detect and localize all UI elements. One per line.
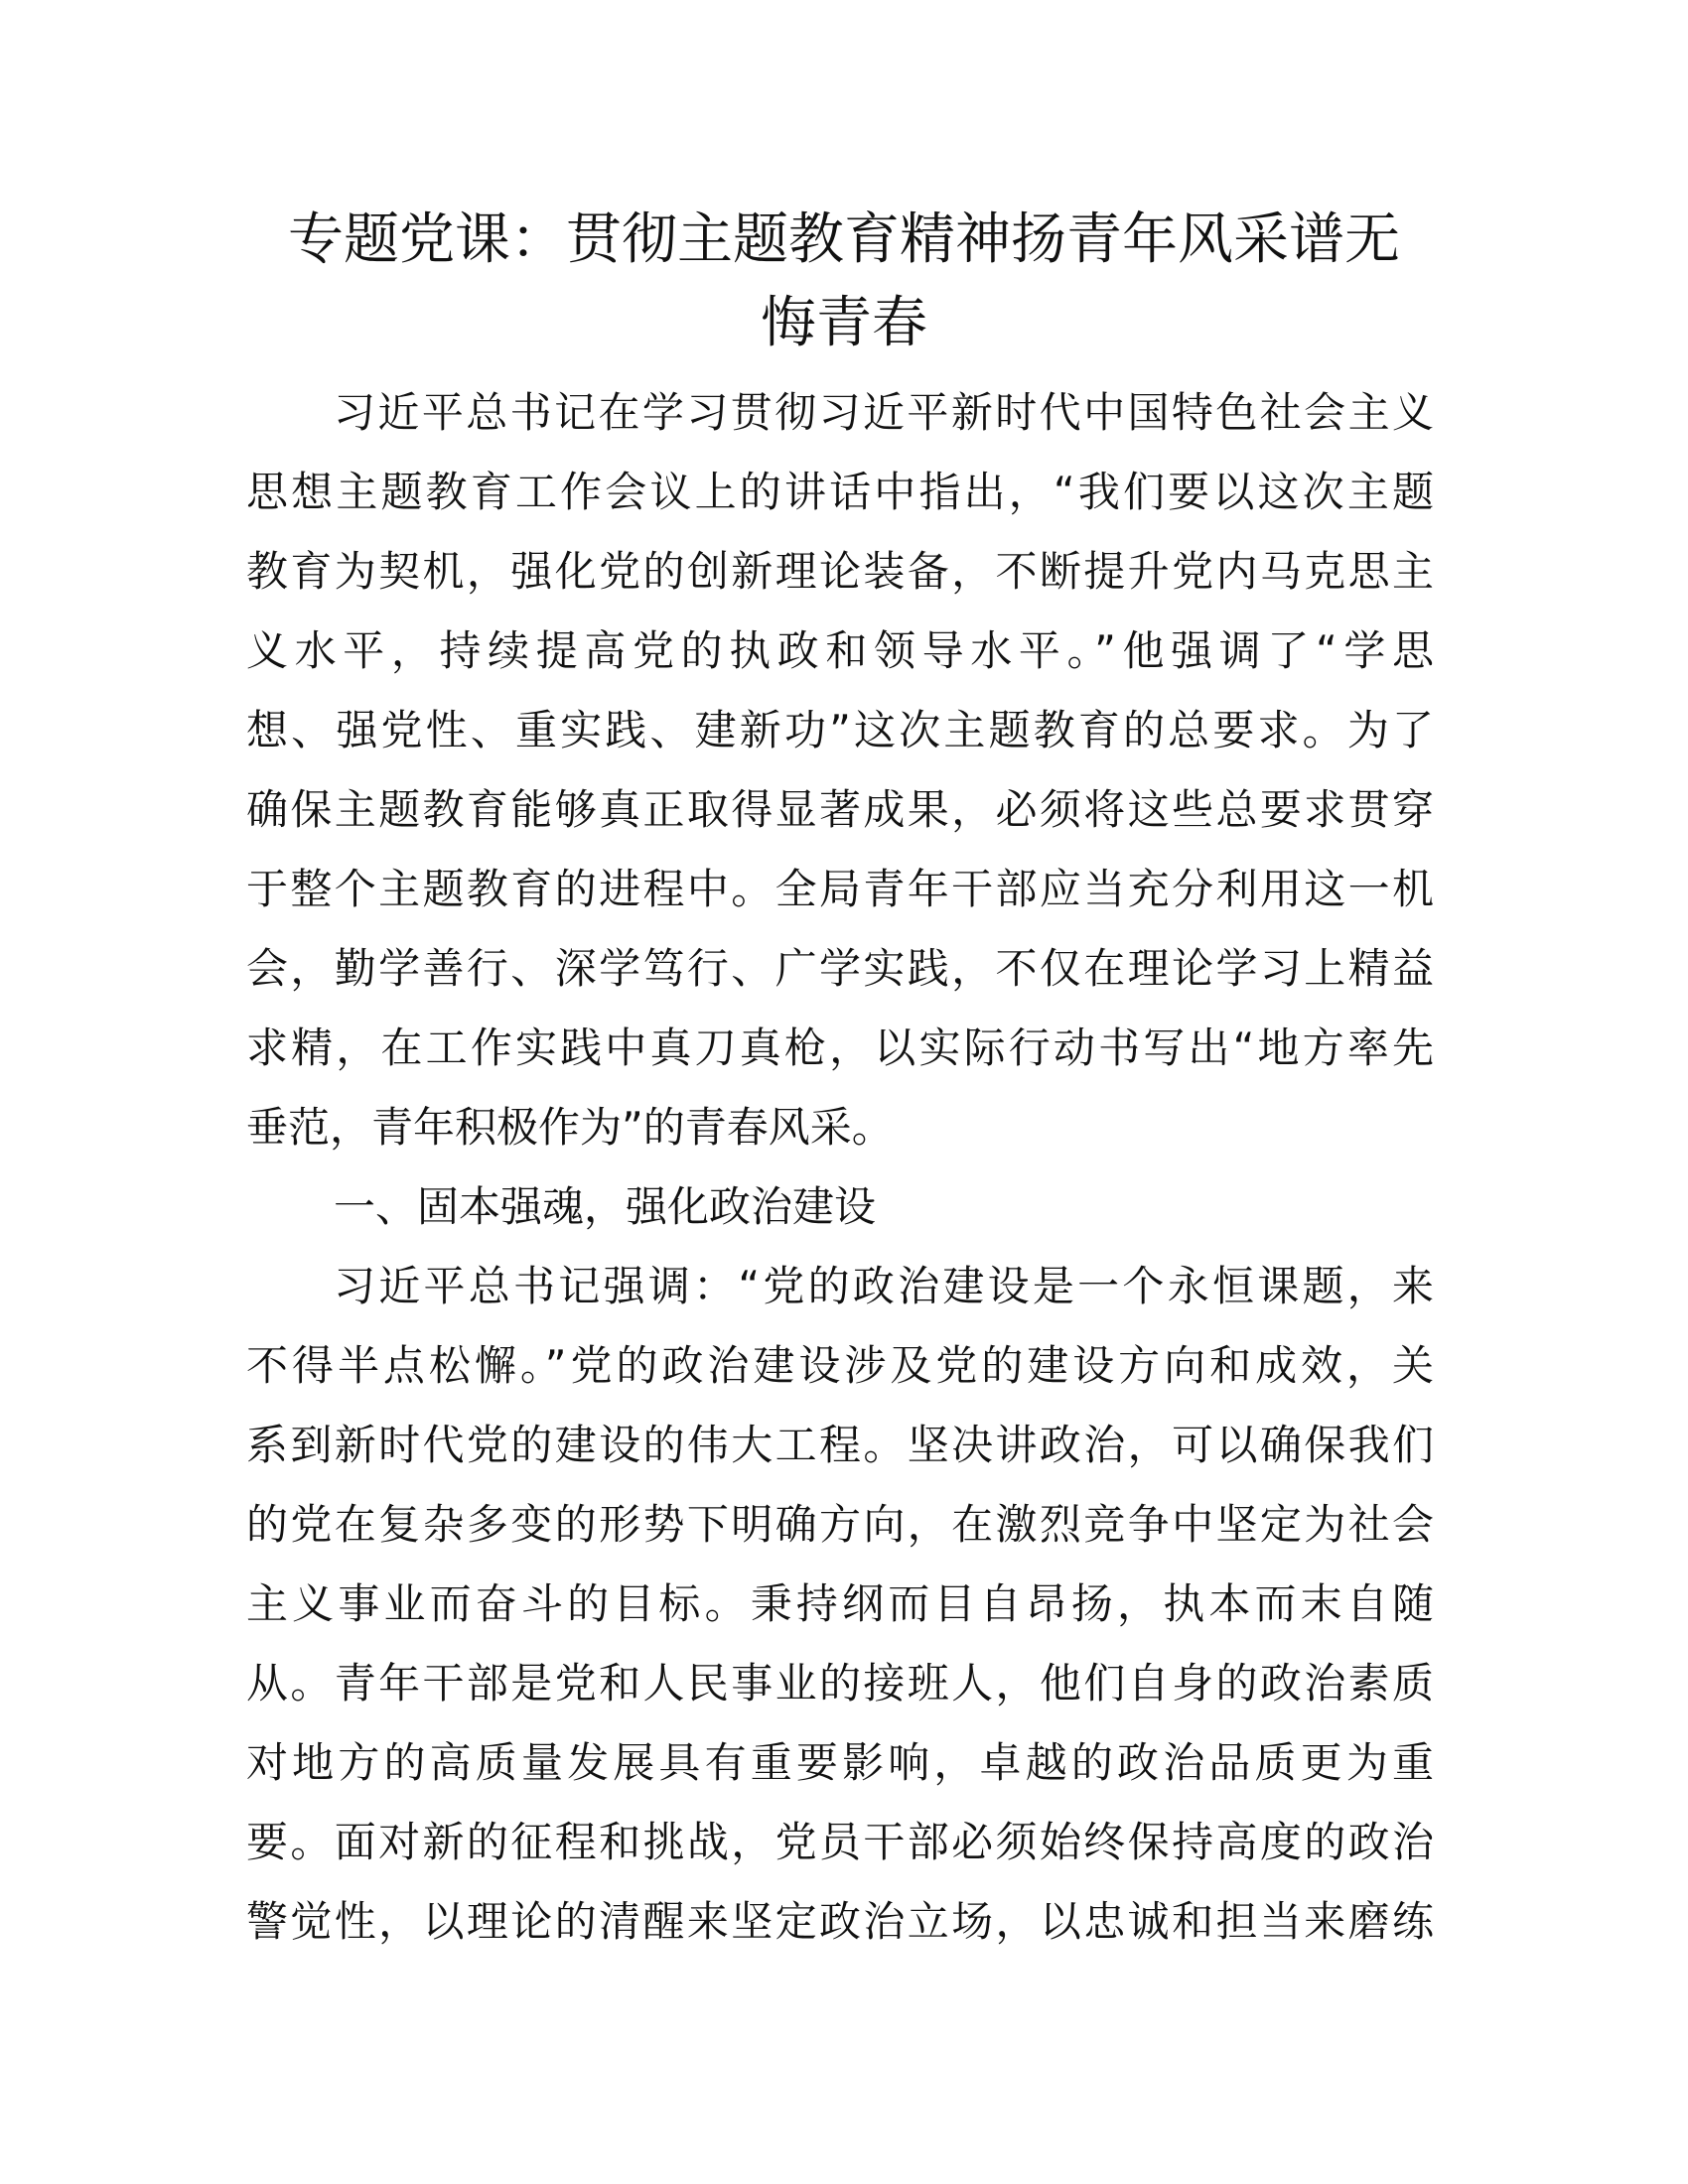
- paragraph-line: 会，勤学善行、深学笃行、广学实践，不仅在理论学习上精益: [246, 944, 1434, 993]
- document-title-line-2: 悔青春: [761, 291, 927, 355]
- paragraph-line: 求精，在工作实践中真刀真枪，以实际行动书写出“地方率先: [246, 1024, 1434, 1072]
- paragraph-line: 义水平，持续提高党的执政和领导水平。”他强调了“学思: [246, 626, 1434, 675]
- paragraph-line: 习近平总书记在学习贯彻习近平新时代中国特色社会主义: [334, 388, 1434, 437]
- section-heading: [246, 1167, 1434, 1247]
- paragraph-line: 主义事业而奋斗的目标。秉持纲而目自昂扬，执本而末自随: [246, 1579, 1434, 1628]
- section-heading-text: 一、固本强魂，强化政治建设: [334, 1182, 877, 1231]
- paragraph-line: 的党在复杂多变的形势下明确方向，在激烈竞争中坚定为社会: [246, 1500, 1434, 1549]
- paragraph-line: 习近平总书记强调：“党的政治建设是一个永恒课题，来: [334, 1262, 1434, 1310]
- paragraph-line: 不得半点松懈。”党的政治建设涉及党的建设方向和成效，关: [246, 1341, 1434, 1390]
- paragraph-line: 确保主题教育能够真正取得显著成果，必须将这些总要求贯穿: [246, 785, 1434, 834]
- paragraph-line: 系到新时代党的建设的伟大工程。坚决讲政治，可以确保我们: [246, 1421, 1434, 1469]
- paragraph-line: 思想主题教育工作会议上的讲话中指出，“我们要以这次主题: [246, 468, 1434, 516]
- paragraph-line: 要。面对新的征程和挑战，党员干部必须始终保持高度的政治: [246, 1818, 1434, 1866]
- paragraph-line: 对地方的高质量发展具有重要影响，卓越的政治品质更为重: [246, 1738, 1434, 1787]
- paragraph-line: 于整个主题教育的进程中。全局青年干部应当充分利用这一机: [246, 865, 1434, 913]
- paragraph-intro: [246, 373, 1434, 1167]
- paragraph-line: 从。青年干部是党和人民事业的接班人，他们自身的政治素质: [246, 1659, 1434, 1707]
- document-title-line-1: 专题党课：贯彻主题教育精神扬青年风采谱无: [288, 207, 1400, 272]
- paragraph-line: 警觉性，以理论的清醒来坚定政治立场，以忠诚和担当来磨练: [246, 1897, 1434, 1946]
- paragraph-line: 垂范，青年积极作为”的青春风采。: [246, 1103, 894, 1152]
- paragraph-line: 教育为契机，强化党的创新理论装备，不断提升党内马克思主: [246, 547, 1434, 596]
- paragraph-political-building: [246, 1247, 1434, 1962]
- paragraph-line: 想、强党性、重实践、建新功”这次主题教育的总要求。为了: [246, 706, 1434, 754]
